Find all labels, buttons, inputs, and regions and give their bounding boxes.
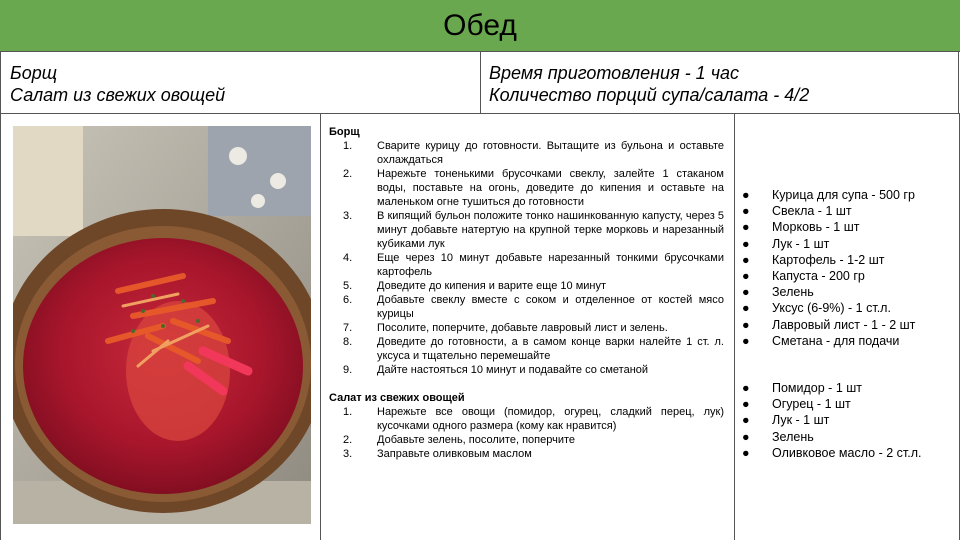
ingredient-item: ● Капуста - 200 гр [742, 269, 865, 284]
ingredient-item: ● Курица для супа - 500 гр [742, 188, 915, 202]
borscht-photo [13, 126, 311, 524]
divider [734, 114, 735, 540]
servings: Количество порций супа/салата - 4/2 [489, 85, 810, 105]
recipe-step: 4. Еще через 10 минут добавьте нарезанный тонкими брусочками картофель [343, 252, 724, 278]
summary-row [0, 51, 960, 114]
recipe-title: Салат из свежих овощей [329, 392, 465, 404]
ingredient-item: ● Огурец - 1 шт [742, 397, 851, 412]
page-title: Обед [443, 8, 517, 42]
ingredient-item: ● Зелень [742, 285, 814, 300]
title-banner [0, 0, 960, 51]
cooking-info-cell [481, 52, 959, 113]
recipe-step: 7. Посолите, поперчите, добавьте лавровый лист и зелень. [343, 322, 668, 334]
recipe-step: 1. Нарежьте все овощи (помидор, огурец, сладкий перец, лук) кусочками одного размера (кому как нравится) [343, 406, 724, 432]
ingredient-item: ● Лук - 1 шт [742, 236, 830, 251]
salad-ingredients [740, 380, 955, 461]
dish-names-cell [0, 52, 481, 113]
ingredient-item: ● Картофель - 1-2 шт [742, 252, 885, 267]
ingredient-item: ● Помидор - 1 шт [742, 381, 862, 395]
recipe-step: 8. Доведите до готовности, а в самом конце варки налейте 1 ст. л. уксуса и тщательно перемешайте [343, 336, 724, 362]
dish-name: Борщ [10, 63, 58, 83]
recipe-step: 9. Дайте настояться 10 минут и подавайте со сметаной [343, 364, 649, 376]
ingredient-item: ● Лук - 1 шт [742, 413, 830, 428]
recipe-instructions [329, 125, 724, 461]
recipe-step: 5. Доведите до кипения и варите еще 10 минут [343, 280, 607, 292]
borscht-steps [329, 139, 724, 377]
recipe-title: Борщ [329, 126, 360, 138]
recipe-step: 2. Нарежьте тоненькими брусочками свеклу, залейте 1 стаканом воды, поставьте на огонь, доведите до кипения и оставьте на маленьком огне тушиться до готовности [343, 168, 724, 208]
ingredient-item: ● Оливковое масло - 2 ст.л. [742, 445, 922, 460]
recipe-step: 3. Заправьте оливковым маслом [343, 448, 532, 460]
cooking-time: Время приготовления - 1 час [489, 63, 740, 83]
content-row [0, 114, 960, 540]
recipe-step: 2. Добавьте зелень, посолите, поперчите [343, 434, 575, 446]
divider [0, 114, 1, 540]
ingredient-item: ● Сметана - для подачи [742, 333, 900, 348]
ingredient-item: ● Морковь - 1 шт [742, 220, 860, 235]
ingredient-item: ● Уксус (6-9%) - 1 ст.л. [742, 301, 891, 316]
ingredient-item: ● Лавровый лист - 1 - 2 шт [742, 317, 916, 332]
recipe-step: 3. В кипящий бульон положите тонко нашинкованную капусту, через 5 минут добавьте натертую на крупной терке морковь и нарезанный кубиками лук [343, 210, 724, 250]
recipe-step: 6. Добавьте свеклу вместе с соком и отделенное от костей мясо курицы [343, 294, 724, 320]
salad-steps [329, 405, 724, 461]
dish-name: Салат из свежих овощей [10, 85, 226, 105]
ingredient-item: ● Зелень [742, 429, 814, 444]
recipe-step: 1. Сварите курицу до готовности. Вытащите из бульона и оставьте охлаждаться [343, 140, 724, 166]
ingredient-item: ● Свекла - 1 шт [742, 204, 852, 219]
divider [320, 114, 321, 540]
borscht-ingredients [740, 187, 955, 349]
